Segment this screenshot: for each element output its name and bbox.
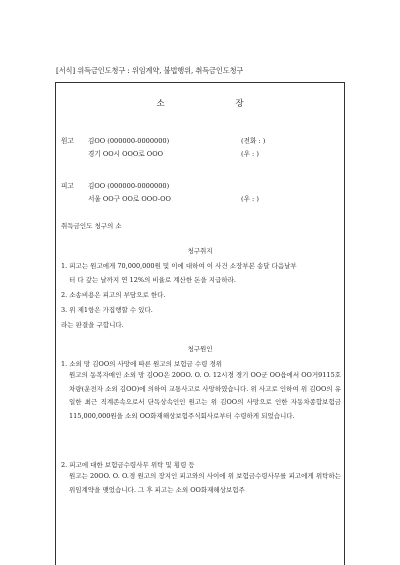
- document-title: 소 장: [156, 99, 278, 109]
- defendant-address: 서울 OO구 OO로 OOO-OO: [88, 195, 171, 203]
- claim-line-2: 터 다 갚는 날까지 연 12%의 비율로 계산한 돈을 지급하라.: [69, 276, 236, 284]
- section2-text: 원고는 20OO. O. O.경 원고의 장지인 피고와의 사이에 위 보험금수령사무를 피고에게 위탁하는 위임계약을 맺었습니다. 그 후 피고는 소외 OO화재해상보험주: [69, 472, 341, 494]
- plaintiff-role: 원고: [61, 137, 74, 145]
- section2-heading: 2. 피고에 대한 보험금수령사무 위탁 및 횡령 등: [61, 461, 195, 469]
- defendant-postal: (우 : ): [241, 195, 259, 203]
- form-caption: [서식] 위득금인도청구 : 위임계약, 불법행위, 취득금인도청구: [56, 66, 244, 75]
- cause-heading: 청구원인: [187, 345, 213, 353]
- defendant-role: 피고: [61, 182, 74, 190]
- claim-line-4: 3. 위 제1항은 가집행할 수 있다.: [61, 306, 153, 314]
- claim-line-1: 1. 피고는 원고에게 70,000,000원 및 이에 대하여 이 사건 소장부본 송달 다음날부: [61, 262, 297, 270]
- plaintiff-name: 김OO (000000-0000000): [88, 137, 170, 145]
- defendant-name: 김OO (000000-0000000): [88, 182, 170, 190]
- plaintiff-address: 경기 OO시 OOO로 OOO: [88, 150, 164, 158]
- section1-text: 원고의 동복자매인 소외 망 김OO은 20OO. O. O. 12시경 경기 OO군 OO읍에서 OO거9115호 차량(운전자 소외 김OO)에 의하여 교통사고로 사망하였습니다. 위 사고로 인하여 위 김OO의 유일한 최근 직계존속으로서 단독상속인인 원고는 위 김OO의 사망으로 인한 자동차종합보험금 115,000,000원을 소외 OO화재해상보험주식회사로부터 수령하게 되었습니다.: [69, 371, 341, 420]
- section1-heading: 1. 소외 망 김OO의 사망에 따른 원고의 보험금 수령 경위: [61, 360, 223, 368]
- claim-heading: 청구취지: [187, 247, 213, 255]
- complaint-document: [55, 82, 345, 565]
- case-name: 취득금인도 청구의 소: [61, 222, 122, 230]
- plaintiff-postal: (우 : ): [241, 150, 259, 158]
- plaintiff-phone: (전화 : ): [241, 137, 266, 145]
- claim-line-5: 라는 판결을 구합니다.: [61, 321, 124, 329]
- claim-line-3: 2. 소송비용은 피고의 부담으로 한다.: [61, 291, 166, 299]
